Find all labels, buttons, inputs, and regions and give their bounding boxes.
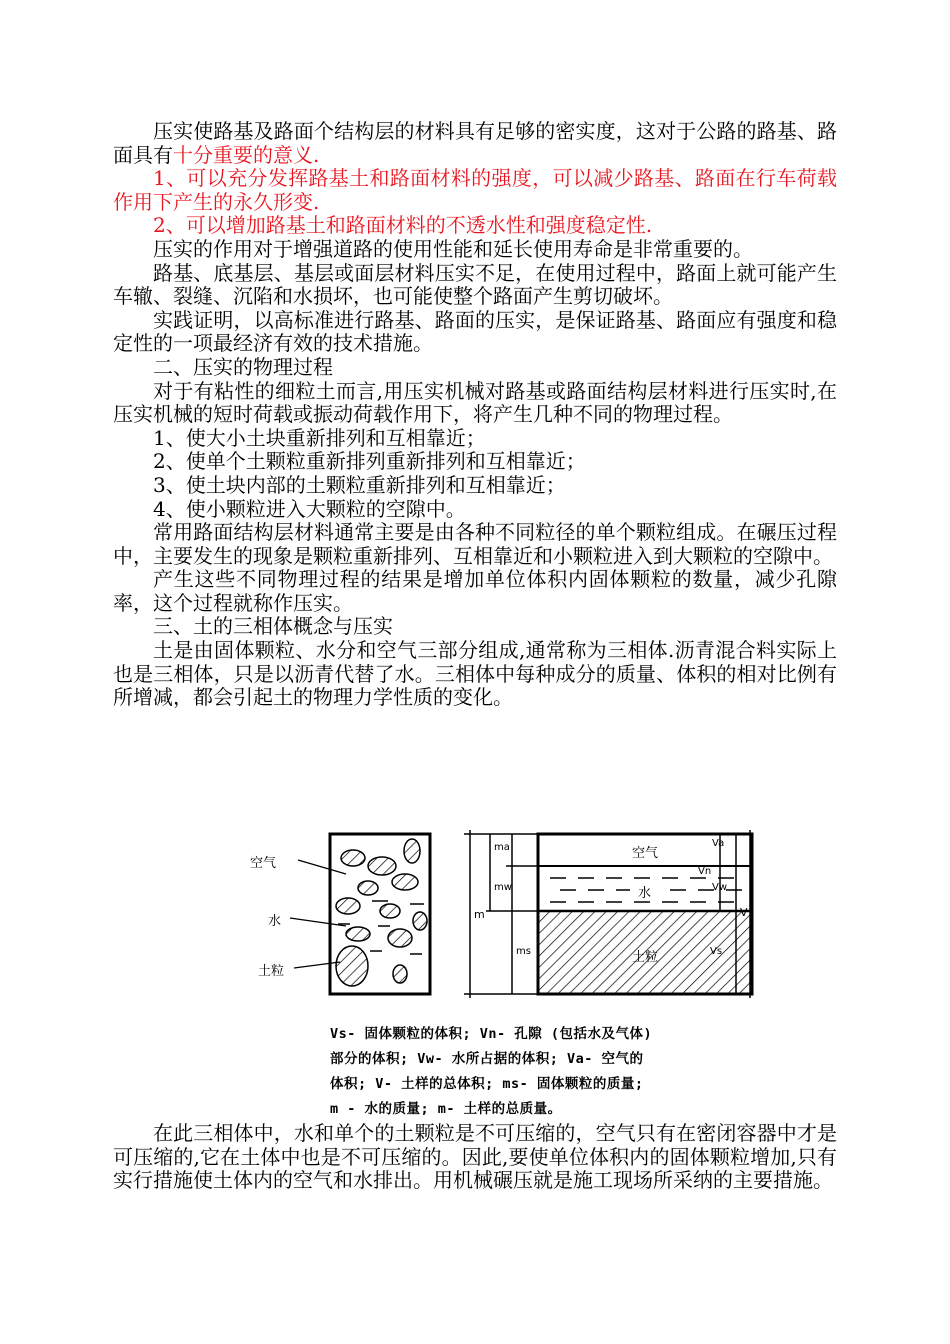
caption-line: m - 水的质量; m- 土样的总质量。	[330, 1101, 562, 1117]
document-body	[113, 120, 837, 710]
paragraph: 土是由固体颗粒、水分和空气三部分组成,通常称为三相体.沥青混合料实际上也是三相体，只是以沥青代替了水。三相体中每种成分的质量、体积的相对比例有所增减，都会引起土的物理力学性质的变化。	[113, 638, 837, 710]
label-vn: Vn	[698, 866, 712, 877]
section-heading: 二、压实的物理过程	[153, 354, 333, 379]
paragraph-intro: 压实使路基及路面个结构层的材料具有足够的密实度，这对于公路的路基、路面具有十分重要的意义.	[113, 119, 837, 167]
list-item: 3、使土块内部的土颗粒重新排列和互相靠近；	[153, 472, 566, 497]
label-ma: ma	[494, 842, 510, 853]
paragraph: 对于有粘性的细粒土而言,用压实机械对路基或路面结构层材料进行压实时,在压实机械的短时荷载或振动荷载作用下，将产生几种不同的物理过程。	[113, 378, 837, 427]
label-water-right: 水	[638, 886, 652, 901]
label-va: Va	[712, 838, 725, 849]
section-heading: 三、土的三相体概念与压实	[153, 614, 393, 639]
paragraph-closing: 在此三相体中，水和单个的土颗粒是不可压缩的，空气只有在密闭容器中才是可压缩的,它在土体中也是不可压缩的。因此,要使单位体积内的固体颗粒增加,只有实行措施使土体内的空气和水排出。用机械碾压就是施工现场所采纳的主要措施。	[113, 1121, 837, 1193]
caption-line: 体积; V- 土样的总体积; ms- 固体颗粒的质量;	[330, 1076, 644, 1092]
label-vw: Vw	[712, 882, 728, 893]
figure-caption	[330, 1022, 770, 1122]
list-item: 4、使小颗粒进入大颗粒的空隙中。	[153, 496, 466, 521]
caption-line: 部分的体积; Vw- 水所占据的体积; Va- 空气的	[330, 1051, 644, 1067]
label-vs: Vs	[710, 946, 723, 957]
label-ms: ms	[516, 946, 531, 957]
label-soil-left: 土粒	[258, 964, 285, 979]
label-air-right: 空气	[632, 846, 659, 861]
paragraph-point-1: 1、可以充分发挥路基土和路面材料的强度，可以减少路基、路面在行车荷载作用下产生的永久形变.	[113, 166, 837, 214]
list-item: 2、使单个土颗粒重新排列重新排列和互相靠近；	[153, 449, 586, 474]
closing-section	[113, 1122, 837, 1193]
label-mw: mw	[494, 882, 512, 893]
label-m: m	[474, 908, 485, 921]
paragraph: 常用路面结构层材料通常主要是由各种不同粒径的单个颗粒组成。在碾压过程中，主要发生的现象是颗粒重新排列、互相靠近和小颗粒进入到大颗粒的空隙中。	[113, 520, 837, 568]
paragraph: 实践证明，以高标准进行路基、路面的压实，是保证路基、路面应有强度和稳定性的一项最经济有效的技术措施。	[113, 307, 837, 356]
paragraph: 产生这些不同物理过程的结果是增加单位体积内固体颗粒的数量，减少孔隙率，这个过程就称作压实。	[113, 567, 837, 615]
label-water-left: 水	[268, 914, 282, 929]
list-item: 1、使大小土块重新排列和互相靠近；	[153, 425, 486, 450]
label-soil-right: 土粒	[632, 950, 659, 965]
paragraph: 压实的作用对于增强道路的使用性能和延长使用寿命是非常重要的。	[153, 236, 753, 261]
three-phase-drawing	[250, 826, 760, 1026]
caption-line: Vs- 固体颗粒的体积; Vn- 孔隙 (包括水及气体)	[330, 1026, 653, 1042]
paragraph: 路基、底基层、基层或面层材料压实不足，在使用过程中，路面上就可能产生车辙、裂缝、沉陷和水损坏，也可能使整个路面产生剪切破坏。	[113, 260, 837, 309]
highlight-text: 十分重要的意义.	[173, 142, 320, 167]
label-air-left: 空气	[250, 856, 277, 871]
paragraph-point-2: 2、可以增加路基土和路面材料的不透水性和强度稳定性.	[153, 213, 653, 238]
label-v: V	[740, 906, 748, 919]
